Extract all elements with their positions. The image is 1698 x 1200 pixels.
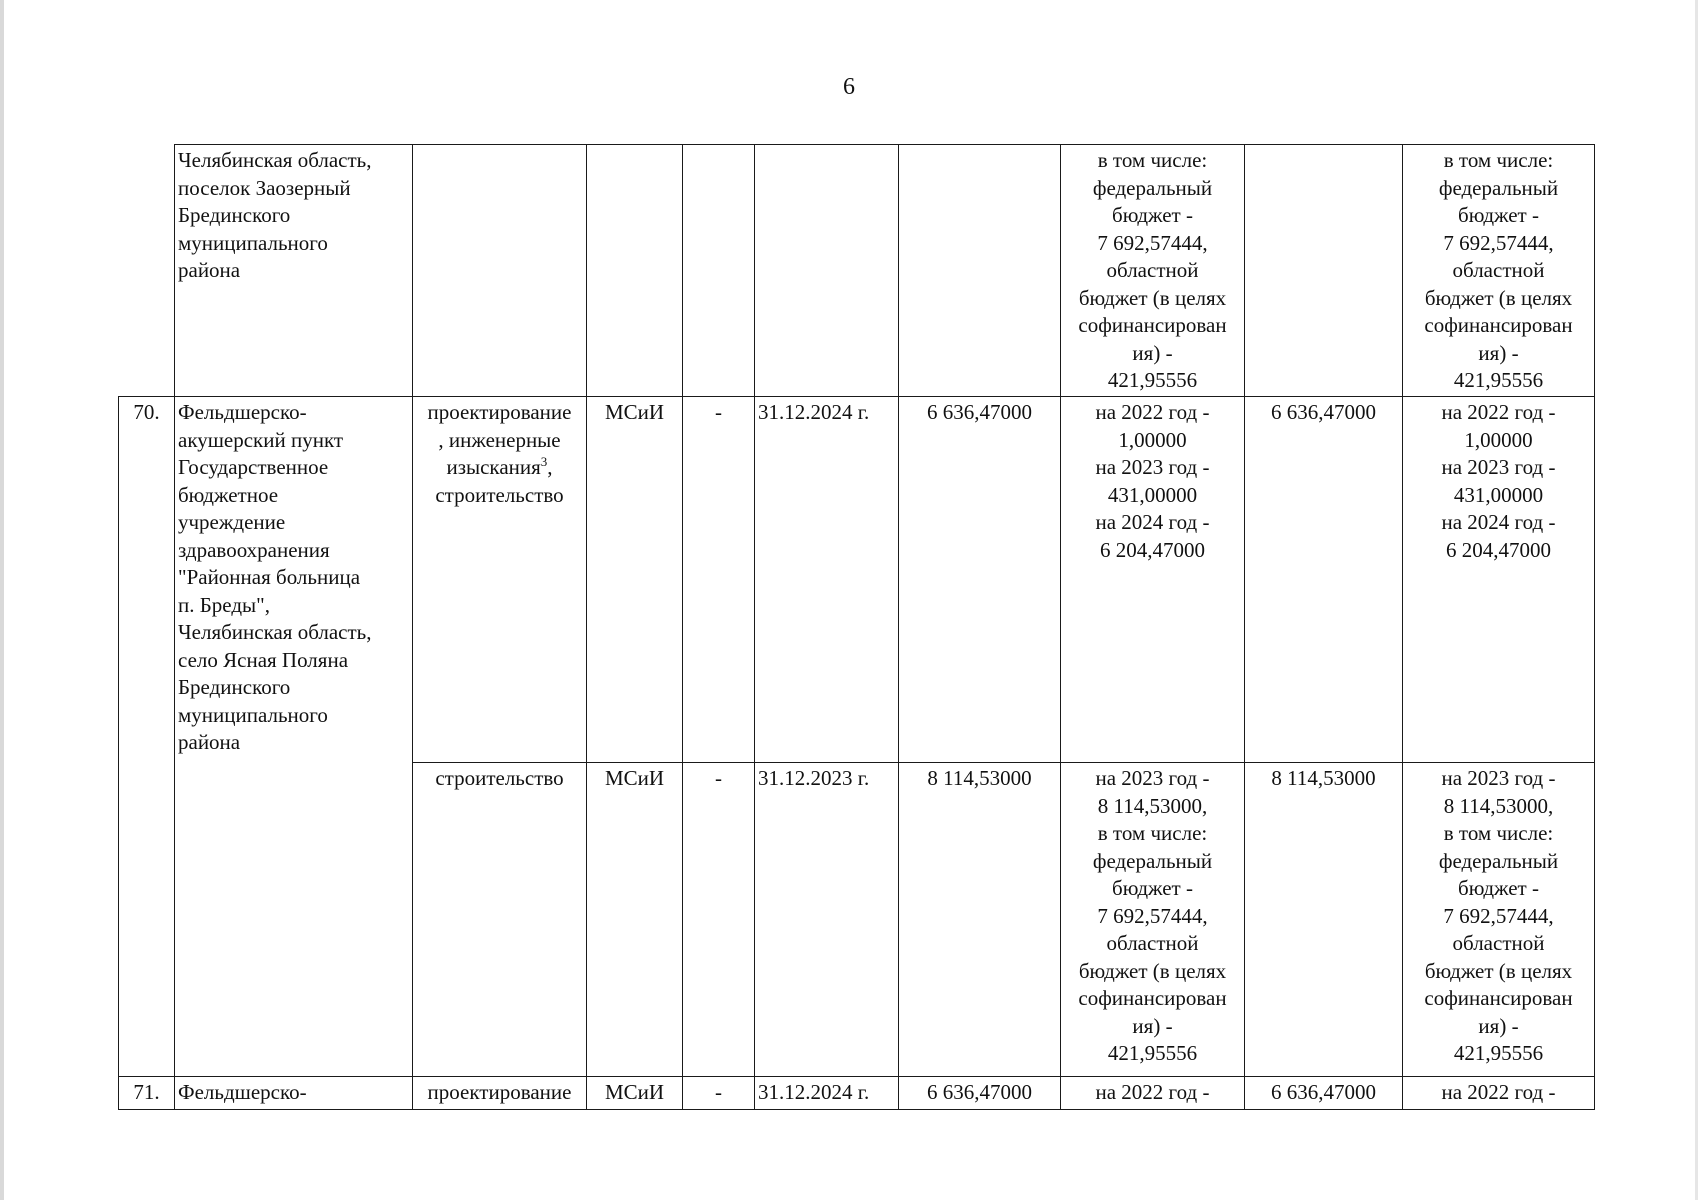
table-row-70 — [119, 397, 1595, 763]
cell-customer: МСиИ — [587, 1077, 683, 1110]
cell-financing-total: в том числе: федеральный бюджет - 7 692,57444, областной бюджет (в целях софинансирован ия) - 421,95556 — [1403, 145, 1595, 397]
cell-deadline: 31.12.2024 г. — [755, 397, 899, 763]
cell-cost-total: 6 636,47000 — [1245, 397, 1403, 763]
cell-dash: - — [683, 397, 755, 763]
cell-dash — [683, 145, 755, 397]
cell-number — [119, 145, 175, 397]
cell-object-name: Фельдшерско- акушерский пункт Государственное бюджетное учреждение здравоохранения "Районная больница п. Бреды", Челябинская область, село Ясная Поляна Брединского муниципального района — [175, 397, 413, 1077]
cell-work-type — [413, 145, 587, 397]
cell-cost-total — [1245, 145, 1403, 397]
cell-financing-total: на 2023 год - 8 114,53000, в том числе: федеральный бюджет - 7 692,57444, областной бюджет (в целях софинансирован ия) - 421,95556 — [1403, 763, 1595, 1077]
cell-financing: в том числе: федеральный бюджет - 7 692,57444, областной бюджет (в целях софинансирован ия) - 421,95556 — [1061, 145, 1245, 397]
cell-customer — [587, 145, 683, 397]
cell-cost: 6 636,47000 — [899, 397, 1061, 763]
cell-deadline: 31.12.2024 г. — [755, 1077, 899, 1110]
cell-dash: - — [683, 763, 755, 1077]
page-number: 6 — [843, 74, 855, 100]
work-type-text: проектирование , инженерные изыскания — [427, 400, 572, 479]
cell-financing: на 2023 год - 8 114,53000, в том числе: федеральный бюджет - 7 692,57444, областной бюджет (в целях софинансирован ия) - 421,95556 — [1061, 763, 1245, 1077]
cell-financing: на 2022 год - 1,00000 на 2023 год - 431,00000 на 2024 год - 6 204,47000 — [1061, 397, 1245, 763]
cell-number: 70. — [119, 397, 175, 1077]
cell-cost-total: 8 114,53000 — [1245, 763, 1403, 1077]
cell-object-name: Фельдшерско- — [175, 1077, 413, 1110]
cell-cost-total: 6 636,47000 — [1245, 1077, 1403, 1110]
cell-cost: 6 636,47000 — [899, 1077, 1061, 1110]
scan-left-edge — [0, 0, 4, 1200]
cell-work-type: проектирование — [413, 1077, 587, 1110]
objects-table — [118, 144, 1595, 1110]
cell-financing: на 2022 год - — [1061, 1077, 1245, 1110]
table-row-continuation — [119, 145, 1595, 397]
cell-cost — [899, 145, 1061, 397]
cell-deadline — [755, 145, 899, 397]
cell-financing-total: на 2022 год - — [1403, 1077, 1595, 1110]
cell-work-type — [413, 397, 587, 763]
work-type-text-end: , строительство — [435, 455, 564, 507]
cell-number: 71. — [119, 1077, 175, 1110]
footnote-ref: 3 — [540, 454, 548, 469]
table-row-71 — [119, 1077, 1595, 1110]
cell-object-name: Челябинская область, поселок Заозерный Брединского муниципального района — [175, 145, 413, 397]
cell-customer: МСиИ — [587, 397, 683, 763]
cell-work-type: строительство — [413, 763, 587, 1077]
cell-financing-total: на 2022 год - 1,00000 на 2023 год - 431,00000 на 2024 год - 6 204,47000 — [1403, 397, 1595, 763]
cell-dash: - — [683, 1077, 755, 1110]
cell-cost: 8 114,53000 — [899, 763, 1061, 1077]
cell-deadline: 31.12.2023 г. — [755, 763, 899, 1077]
cell-customer: МСиИ — [587, 763, 683, 1077]
